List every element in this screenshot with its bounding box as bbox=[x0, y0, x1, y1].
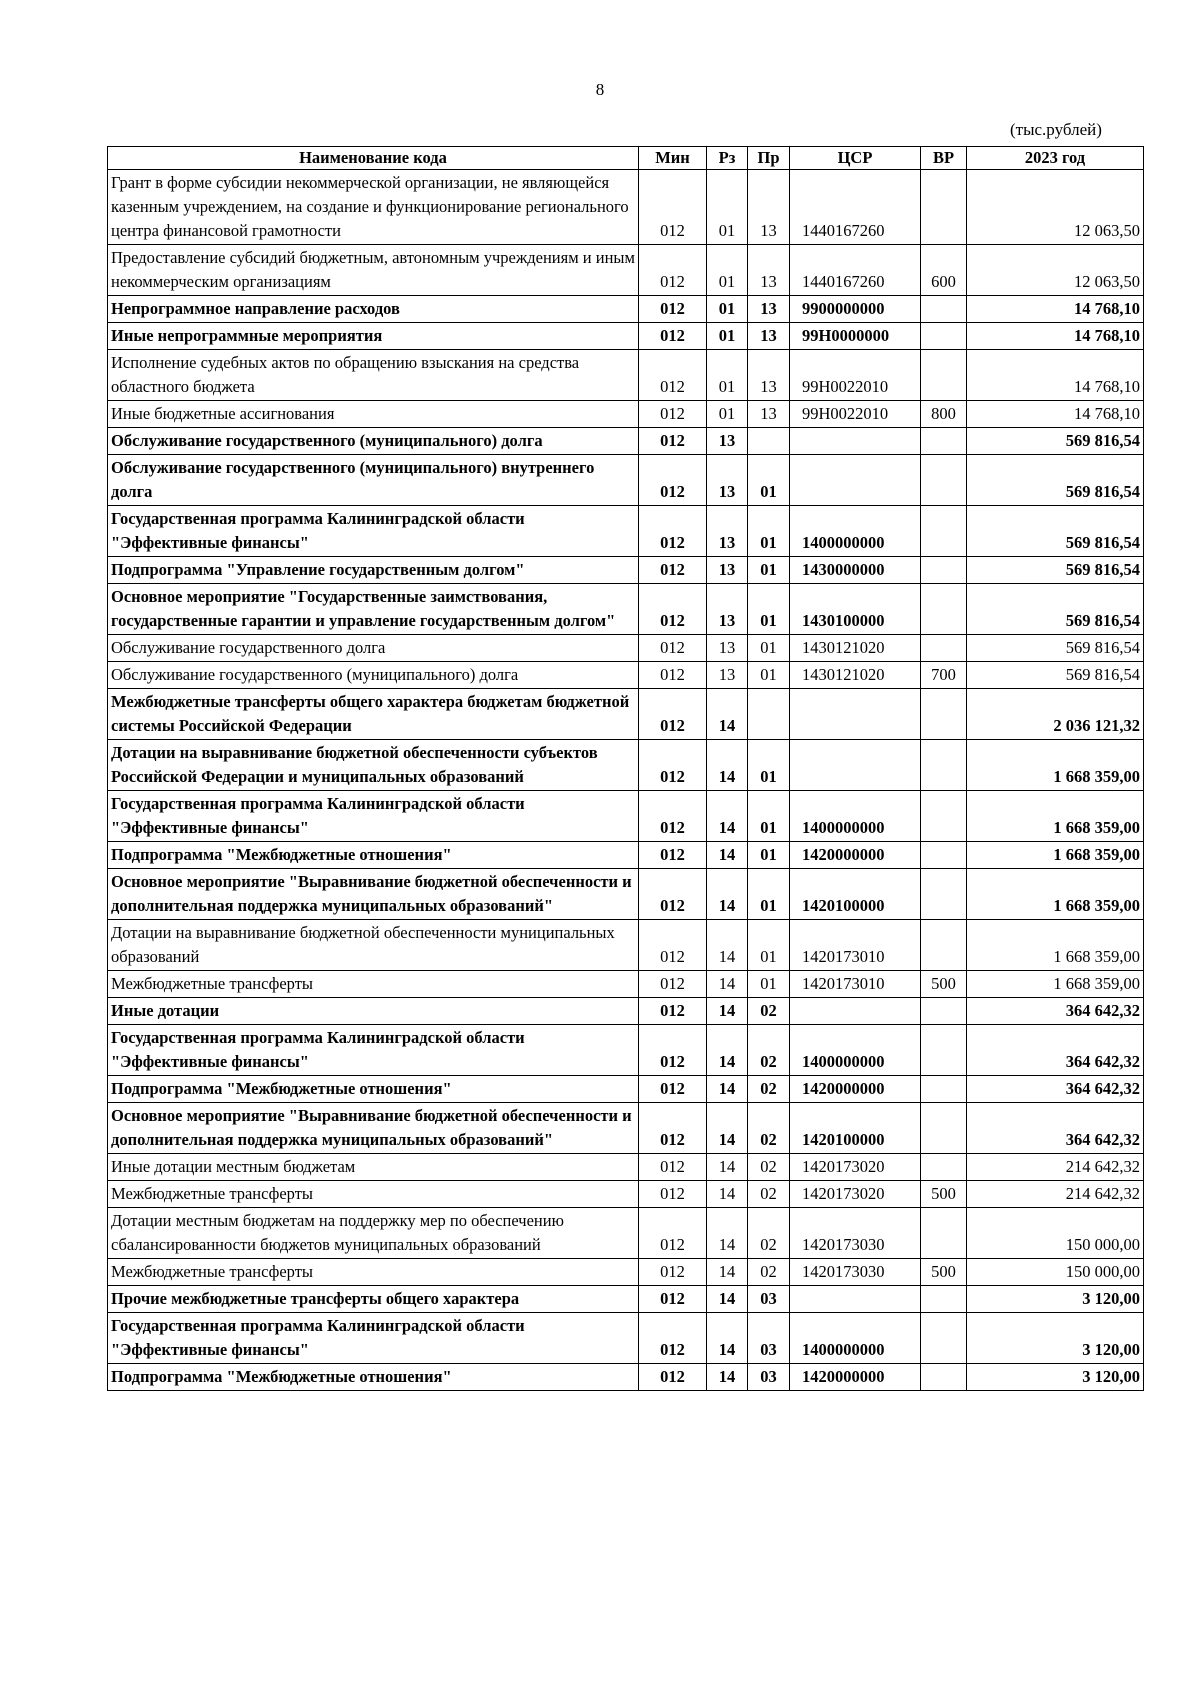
table-row bbox=[108, 971, 1144, 998]
cell-vr bbox=[921, 920, 967, 971]
cell-vr bbox=[921, 1208, 967, 1259]
units-label: (тыс.рублей) bbox=[1010, 120, 1102, 139]
cell-csr: 1430121020 bbox=[790, 635, 921, 662]
cell-vr: 700 bbox=[921, 662, 967, 689]
cell-rz: 14 bbox=[707, 689, 748, 740]
cell-rz: 01 bbox=[707, 296, 748, 323]
cell-csr: 1430121020 bbox=[790, 662, 921, 689]
cell-name: Обслуживание государственного долга bbox=[108, 635, 639, 662]
table-row bbox=[108, 455, 1144, 506]
cell-csr bbox=[790, 428, 921, 455]
table-row bbox=[108, 869, 1144, 920]
cell-name: Подпрограмма "Межбюджетные отношения" bbox=[108, 1076, 639, 1103]
cell-pr: 02 bbox=[748, 1025, 790, 1076]
table-row bbox=[108, 1103, 1144, 1154]
table-row bbox=[108, 401, 1144, 428]
cell-rz: 13 bbox=[707, 662, 748, 689]
cell-csr: 1420173020 bbox=[790, 1154, 921, 1181]
cell-csr: 1420173020 bbox=[790, 1181, 921, 1208]
cell-name: Государственная программа Калининградской области "Эффективные финансы" bbox=[108, 791, 639, 842]
cell-amount: 364 642,32 bbox=[967, 1076, 1144, 1103]
table-body bbox=[108, 170, 1144, 1391]
cell-min: 012 bbox=[639, 350, 707, 401]
cell-min: 012 bbox=[639, 1286, 707, 1313]
cell-vr: 500 bbox=[921, 1181, 967, 1208]
cell-amount: 1 668 359,00 bbox=[967, 869, 1144, 920]
cell-rz: 14 bbox=[707, 1076, 748, 1103]
cell-min: 012 bbox=[639, 971, 707, 998]
cell-pr bbox=[748, 428, 790, 455]
cell-csr: 9900000000 bbox=[790, 296, 921, 323]
cell-rz: 01 bbox=[707, 170, 748, 245]
cell-pr: 13 bbox=[748, 296, 790, 323]
cell-csr bbox=[790, 455, 921, 506]
cell-amount: 12 063,50 bbox=[967, 245, 1144, 296]
cell-amount: 3 120,00 bbox=[967, 1313, 1144, 1364]
cell-pr: 13 bbox=[748, 401, 790, 428]
table-row bbox=[108, 740, 1144, 791]
cell-name: Прочие межбюджетные трансферты общего характера bbox=[108, 1286, 639, 1313]
cell-vr bbox=[921, 455, 967, 506]
header-vr: ВР bbox=[921, 147, 967, 170]
cell-min: 012 bbox=[639, 635, 707, 662]
cell-csr: 1420100000 bbox=[790, 869, 921, 920]
cell-amount: 569 816,54 bbox=[967, 506, 1144, 557]
cell-vr bbox=[921, 296, 967, 323]
cell-csr: 1430000000 bbox=[790, 557, 921, 584]
cell-amount: 1 668 359,00 bbox=[967, 740, 1144, 791]
cell-vr bbox=[921, 350, 967, 401]
cell-pr: 01 bbox=[748, 791, 790, 842]
cell-rz: 14 bbox=[707, 1181, 748, 1208]
cell-pr: 13 bbox=[748, 245, 790, 296]
table-row bbox=[108, 791, 1144, 842]
table-row bbox=[108, 1364, 1144, 1391]
cell-csr bbox=[790, 689, 921, 740]
cell-amount: 12 063,50 bbox=[967, 170, 1144, 245]
cell-name: Государственная программа Калининградской области "Эффективные финансы" bbox=[108, 1313, 639, 1364]
cell-amount: 214 642,32 bbox=[967, 1154, 1144, 1181]
cell-name: Основное мероприятие "Выравнивание бюджетной обеспеченности и дополнительная поддержка муниципальных образований" bbox=[108, 1103, 639, 1154]
cell-pr: 03 bbox=[748, 1286, 790, 1313]
cell-rz: 13 bbox=[707, 635, 748, 662]
header-rz: Рз bbox=[707, 147, 748, 170]
cell-amount: 364 642,32 bbox=[967, 998, 1144, 1025]
cell-pr: 13 bbox=[748, 323, 790, 350]
cell-min: 012 bbox=[639, 1103, 707, 1154]
cell-min: 012 bbox=[639, 1259, 707, 1286]
cell-name: Основное мероприятие "Государственные заимствования, государственные гарантии и управление государственным долгом" bbox=[108, 584, 639, 635]
cell-rz: 01 bbox=[707, 350, 748, 401]
cell-amount: 1 668 359,00 bbox=[967, 791, 1144, 842]
cell-name: Межбюджетные трансферты bbox=[108, 971, 639, 998]
cell-min: 012 bbox=[639, 1364, 707, 1391]
cell-rz: 14 bbox=[707, 740, 748, 791]
table-row bbox=[108, 323, 1144, 350]
cell-amount: 569 816,54 bbox=[967, 662, 1144, 689]
cell-pr: 01 bbox=[748, 869, 790, 920]
cell-csr: 1400000000 bbox=[790, 791, 921, 842]
cell-rz: 14 bbox=[707, 1208, 748, 1259]
table-row bbox=[108, 1181, 1144, 1208]
cell-name: Иные непрограммные мероприятия bbox=[108, 323, 639, 350]
cell-min: 012 bbox=[639, 662, 707, 689]
cell-min: 012 bbox=[639, 689, 707, 740]
cell-min: 012 bbox=[639, 920, 707, 971]
table-row bbox=[108, 428, 1144, 455]
cell-rz: 14 bbox=[707, 842, 748, 869]
cell-rz: 14 bbox=[707, 869, 748, 920]
cell-amount: 569 816,54 bbox=[967, 557, 1144, 584]
cell-rz: 14 bbox=[707, 1364, 748, 1391]
cell-amount: 2 036 121,32 bbox=[967, 689, 1144, 740]
cell-amount: 364 642,32 bbox=[967, 1025, 1144, 1076]
table-row bbox=[108, 296, 1144, 323]
cell-csr: 1420000000 bbox=[790, 842, 921, 869]
cell-min: 012 bbox=[639, 791, 707, 842]
cell-amount: 569 816,54 bbox=[967, 584, 1144, 635]
cell-vr: 500 bbox=[921, 1259, 967, 1286]
cell-rz: 14 bbox=[707, 1154, 748, 1181]
header-year: 2023 год bbox=[967, 147, 1144, 170]
cell-pr: 02 bbox=[748, 998, 790, 1025]
cell-vr: 600 bbox=[921, 245, 967, 296]
cell-vr bbox=[921, 428, 967, 455]
cell-pr: 01 bbox=[748, 506, 790, 557]
table-row bbox=[108, 1208, 1144, 1259]
cell-name: Предоставление субсидий бюджетным, автономным учреждениям и иным некоммерческим организациям bbox=[108, 245, 639, 296]
table-row bbox=[108, 1259, 1144, 1286]
cell-pr: 02 bbox=[748, 1208, 790, 1259]
cell-pr: 01 bbox=[748, 842, 790, 869]
cell-vr bbox=[921, 170, 967, 245]
cell-name: Основное мероприятие "Выравнивание бюджетной обеспеченности и дополнительная поддержка муниципальных образований" bbox=[108, 869, 639, 920]
cell-name: Грант в форме субсидии некоммерческой организации, не являющейся казенным учреждением, на создание и функционирование регионального центра финансовой грамотности bbox=[108, 170, 639, 245]
cell-amount: 364 642,32 bbox=[967, 1103, 1144, 1154]
cell-rz: 14 bbox=[707, 971, 748, 998]
cell-min: 012 bbox=[639, 401, 707, 428]
cell-min: 012 bbox=[639, 245, 707, 296]
cell-vr bbox=[921, 1025, 967, 1076]
cell-pr: 03 bbox=[748, 1313, 790, 1364]
cell-amount: 14 768,10 bbox=[967, 401, 1144, 428]
cell-name: Подпрограмма "Управление государственным долгом" bbox=[108, 557, 639, 584]
header-pr: Пр bbox=[748, 147, 790, 170]
cell-rz: 14 bbox=[707, 1259, 748, 1286]
cell-vr bbox=[921, 584, 967, 635]
cell-name: Межбюджетные трансферты общего характера бюджетам бюджетной системы Российской Федерации bbox=[108, 689, 639, 740]
page-number: 8 bbox=[595, 80, 605, 99]
cell-vr bbox=[921, 998, 967, 1025]
table-header-row bbox=[108, 147, 1144, 170]
cell-vr bbox=[921, 689, 967, 740]
table-row bbox=[108, 1313, 1144, 1364]
cell-csr: 1420000000 bbox=[790, 1364, 921, 1391]
cell-amount: 150 000,00 bbox=[967, 1259, 1144, 1286]
cell-vr bbox=[921, 635, 967, 662]
table-row bbox=[108, 245, 1144, 296]
cell-pr: 02 bbox=[748, 1154, 790, 1181]
cell-csr: 1400000000 bbox=[790, 1313, 921, 1364]
cell-name: Подпрограмма "Межбюджетные отношения" bbox=[108, 1364, 639, 1391]
cell-pr: 01 bbox=[748, 455, 790, 506]
cell-rz: 13 bbox=[707, 506, 748, 557]
cell-pr: 02 bbox=[748, 1181, 790, 1208]
cell-min: 012 bbox=[639, 869, 707, 920]
cell-csr: 1420173010 bbox=[790, 920, 921, 971]
cell-csr: 99Н0000000 bbox=[790, 323, 921, 350]
cell-vr bbox=[921, 1313, 967, 1364]
cell-amount: 1 668 359,00 bbox=[967, 971, 1144, 998]
cell-name: Обслуживание государственного (муниципального) долга bbox=[108, 662, 639, 689]
cell-name: Иные дотации bbox=[108, 998, 639, 1025]
cell-min: 012 bbox=[639, 506, 707, 557]
cell-min: 012 bbox=[639, 296, 707, 323]
cell-csr bbox=[790, 1286, 921, 1313]
cell-vr bbox=[921, 557, 967, 584]
cell-pr: 01 bbox=[748, 635, 790, 662]
cell-min: 012 bbox=[639, 1313, 707, 1364]
table-row bbox=[108, 584, 1144, 635]
cell-pr: 01 bbox=[748, 662, 790, 689]
table-row bbox=[108, 842, 1144, 869]
cell-pr: 01 bbox=[748, 920, 790, 971]
cell-name: Обслуживание государственного (муниципального) долга bbox=[108, 428, 639, 455]
cell-csr: 1420173030 bbox=[790, 1259, 921, 1286]
cell-name: Иные дотации местным бюджетам bbox=[108, 1154, 639, 1181]
cell-amount: 14 768,10 bbox=[967, 350, 1144, 401]
cell-amount: 1 668 359,00 bbox=[967, 842, 1144, 869]
cell-rz: 14 bbox=[707, 1286, 748, 1313]
cell-rz: 01 bbox=[707, 245, 748, 296]
cell-vr: 500 bbox=[921, 971, 967, 998]
table-row bbox=[108, 1025, 1144, 1076]
cell-min: 012 bbox=[639, 557, 707, 584]
cell-min: 012 bbox=[639, 455, 707, 506]
cell-name: Подпрограмма "Межбюджетные отношения" bbox=[108, 842, 639, 869]
table-row bbox=[108, 998, 1144, 1025]
table-row bbox=[108, 635, 1144, 662]
cell-rz: 14 bbox=[707, 920, 748, 971]
cell-csr: 99Н0022010 bbox=[790, 350, 921, 401]
cell-min: 012 bbox=[639, 740, 707, 791]
cell-name: Исполнение судебных актов по обращению взыскания на средства областного бюджета bbox=[108, 350, 639, 401]
cell-csr: 1440167260 bbox=[790, 170, 921, 245]
cell-min: 012 bbox=[639, 584, 707, 635]
cell-amount: 569 816,54 bbox=[967, 455, 1144, 506]
cell-vr bbox=[921, 1154, 967, 1181]
cell-pr: 01 bbox=[748, 557, 790, 584]
table-row bbox=[108, 1076, 1144, 1103]
cell-rz: 01 bbox=[707, 323, 748, 350]
cell-vr: 800 bbox=[921, 401, 967, 428]
cell-name: Государственная программа Калининградской области "Эффективные финансы" bbox=[108, 506, 639, 557]
cell-min: 012 bbox=[639, 1025, 707, 1076]
cell-rz: 14 bbox=[707, 791, 748, 842]
cell-amount: 569 816,54 bbox=[967, 635, 1144, 662]
cell-vr bbox=[921, 869, 967, 920]
cell-vr bbox=[921, 1076, 967, 1103]
cell-vr bbox=[921, 1286, 967, 1313]
cell-rz: 01 bbox=[707, 401, 748, 428]
cell-name: Межбюджетные трансферты bbox=[108, 1181, 639, 1208]
cell-rz: 13 bbox=[707, 428, 748, 455]
cell-rz: 13 bbox=[707, 455, 748, 506]
cell-vr bbox=[921, 506, 967, 557]
cell-pr bbox=[748, 689, 790, 740]
table-row bbox=[108, 506, 1144, 557]
cell-amount: 14 768,10 bbox=[967, 323, 1144, 350]
cell-min: 012 bbox=[639, 170, 707, 245]
cell-csr: 1400000000 bbox=[790, 1025, 921, 1076]
cell-rz: 14 bbox=[707, 1103, 748, 1154]
cell-amount: 150 000,00 bbox=[967, 1208, 1144, 1259]
cell-name: Дотации на выравнивание бюджетной обеспеченности муниципальных образований bbox=[108, 920, 639, 971]
cell-csr: 1420173030 bbox=[790, 1208, 921, 1259]
cell-csr: 99Н0022010 bbox=[790, 401, 921, 428]
cell-min: 012 bbox=[639, 323, 707, 350]
cell-rz: 14 bbox=[707, 1313, 748, 1364]
cell-name: Обслуживание государственного (муниципального) внутреннего долга bbox=[108, 455, 639, 506]
cell-pr: 01 bbox=[748, 740, 790, 791]
cell-vr bbox=[921, 1364, 967, 1391]
cell-min: 012 bbox=[639, 1154, 707, 1181]
cell-pr: 02 bbox=[748, 1076, 790, 1103]
cell-min: 012 bbox=[639, 428, 707, 455]
cell-pr: 02 bbox=[748, 1259, 790, 1286]
cell-vr bbox=[921, 1103, 967, 1154]
table-row bbox=[108, 1286, 1144, 1313]
cell-vr bbox=[921, 323, 967, 350]
cell-rz: 13 bbox=[707, 584, 748, 635]
cell-pr: 02 bbox=[748, 1103, 790, 1154]
cell-min: 012 bbox=[639, 1181, 707, 1208]
cell-vr bbox=[921, 791, 967, 842]
cell-min: 012 bbox=[639, 1076, 707, 1103]
cell-vr bbox=[921, 740, 967, 791]
cell-pr: 03 bbox=[748, 1364, 790, 1391]
cell-rz: 14 bbox=[707, 998, 748, 1025]
table-row bbox=[108, 662, 1144, 689]
cell-name: Дотации на выравнивание бюджетной обеспеченности субъектов Российской Федерации и муниципальных образований bbox=[108, 740, 639, 791]
cell-csr: 1430100000 bbox=[790, 584, 921, 635]
cell-amount: 3 120,00 bbox=[967, 1364, 1144, 1391]
cell-rz: 14 bbox=[707, 1025, 748, 1076]
cell-vr bbox=[921, 842, 967, 869]
cell-amount: 1 668 359,00 bbox=[967, 920, 1144, 971]
cell-name: Государственная программа Калининградской области "Эффективные финансы" bbox=[108, 1025, 639, 1076]
cell-pr: 13 bbox=[748, 170, 790, 245]
cell-amount: 214 642,32 bbox=[967, 1181, 1144, 1208]
cell-amount: 569 816,54 bbox=[967, 428, 1144, 455]
cell-rz: 13 bbox=[707, 557, 748, 584]
cell-amount: 14 768,10 bbox=[967, 296, 1144, 323]
table-row bbox=[108, 1154, 1144, 1181]
cell-csr: 1420173010 bbox=[790, 971, 921, 998]
cell-csr: 1420000000 bbox=[790, 1076, 921, 1103]
cell-csr bbox=[790, 998, 921, 1025]
header-min: Мин bbox=[639, 147, 707, 170]
table-row bbox=[108, 920, 1144, 971]
cell-pr: 13 bbox=[748, 350, 790, 401]
cell-name: Непрограммное направление расходов bbox=[108, 296, 639, 323]
cell-name: Межбюджетные трансферты bbox=[108, 1259, 639, 1286]
table-row bbox=[108, 350, 1144, 401]
cell-name: Дотации местным бюджетам на поддержку мер по обеспечению сбалансированности бюджетов муниципальных образований bbox=[108, 1208, 639, 1259]
table-row bbox=[108, 689, 1144, 740]
cell-min: 012 bbox=[639, 842, 707, 869]
table-row bbox=[108, 557, 1144, 584]
cell-min: 012 bbox=[639, 998, 707, 1025]
table-row bbox=[108, 170, 1144, 245]
header-name: Наименование кода bbox=[108, 147, 639, 170]
cell-min: 012 bbox=[639, 1208, 707, 1259]
cell-pr: 01 bbox=[748, 584, 790, 635]
cell-csr: 1420100000 bbox=[790, 1103, 921, 1154]
cell-pr: 01 bbox=[748, 971, 790, 998]
cell-csr: 1400000000 bbox=[790, 506, 921, 557]
header-csr: ЦСР bbox=[790, 147, 921, 170]
cell-csr: 1440167260 bbox=[790, 245, 921, 296]
cell-amount: 3 120,00 bbox=[967, 1286, 1144, 1313]
budget-table bbox=[107, 146, 1144, 1391]
cell-csr bbox=[790, 740, 921, 791]
cell-name: Иные бюджетные ассигнования bbox=[108, 401, 639, 428]
